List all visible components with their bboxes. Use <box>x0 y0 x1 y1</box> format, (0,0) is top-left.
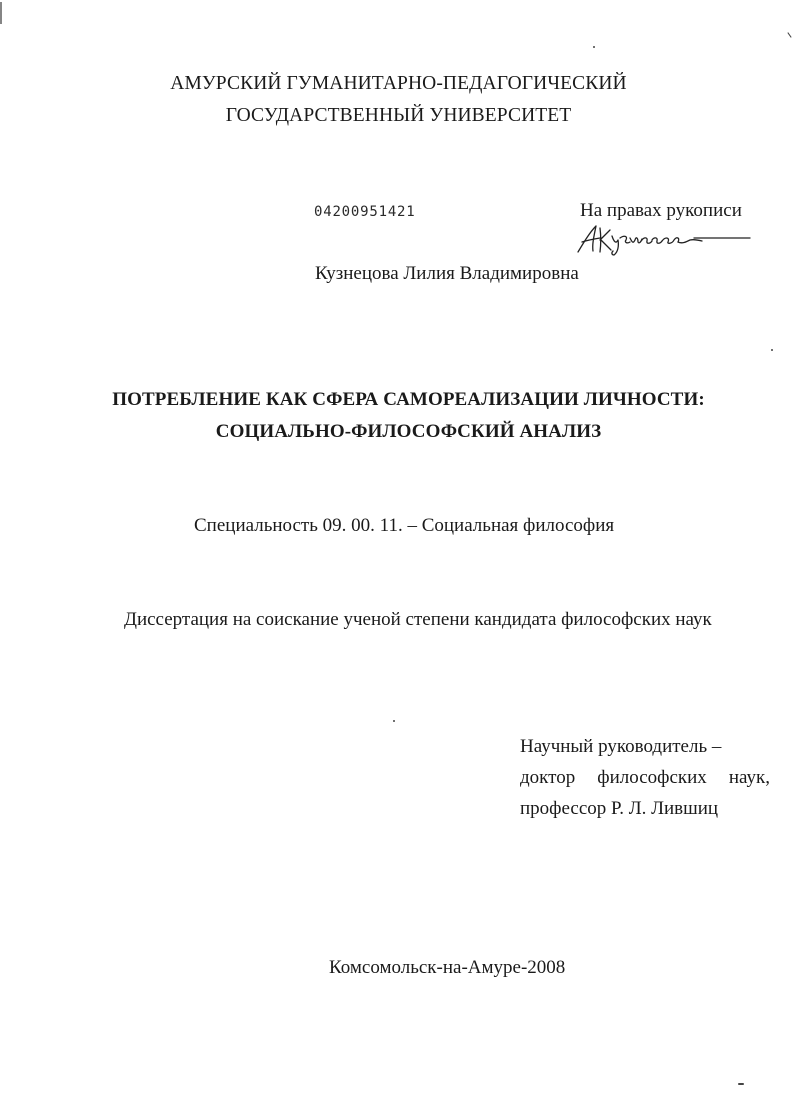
scan-speck <box>738 1083 744 1085</box>
scan-speck <box>771 349 773 351</box>
scan-speck <box>393 720 395 722</box>
university-name-line2: ГОСУДАРСТВЕННЫЙ УНИВЕРСИТЕТ <box>225 105 572 126</box>
scan-mark-left <box>0 2 2 24</box>
manuscript-rights: На правах рукописи <box>580 200 742 221</box>
advisor-degree-word1: доктор <box>520 767 576 788</box>
dissertation-title-line1: ПОТРЕБЛЕНИЕ КАК СФЕРА САМОРЕАЛИЗАЦИИ ЛИЧНОСТИ: <box>112 389 705 410</box>
advisor-line3: профессор Р. Л. Лившиц <box>520 798 719 819</box>
advisor-line2 <box>520 767 770 789</box>
advisor-degree-word2: философских <box>597 767 707 788</box>
catalog-number: 04200951421 <box>314 204 416 220</box>
advisor-degree-word3: наук, <box>728 767 770 788</box>
scan-speck <box>787 32 791 37</box>
scan-speck <box>593 46 595 48</box>
specialty: Специальность 09. 00. 11. – Социальная философия <box>194 515 615 536</box>
city-year: Комсомольск-на-Амуре-2008 <box>329 957 566 978</box>
advisor-line1: Научный руководитель – <box>520 736 722 757</box>
author-signature <box>574 222 754 256</box>
dissertation-note: Диссертация на соискание ученой степени кандидата философских наук <box>124 609 712 630</box>
dissertation-title-line2: СОЦИАЛЬНО-ФИЛОСОФСКИЙ АНАЛИЗ <box>215 421 602 442</box>
author-name: Кузнецова Лилия Владимировна <box>315 263 579 284</box>
university-name-line1: АМУРСКИЙ ГУМАНИТАРНО-ПЕДАГОГИЧЕСКИЙ <box>170 73 627 94</box>
advisor-block <box>520 736 770 820</box>
